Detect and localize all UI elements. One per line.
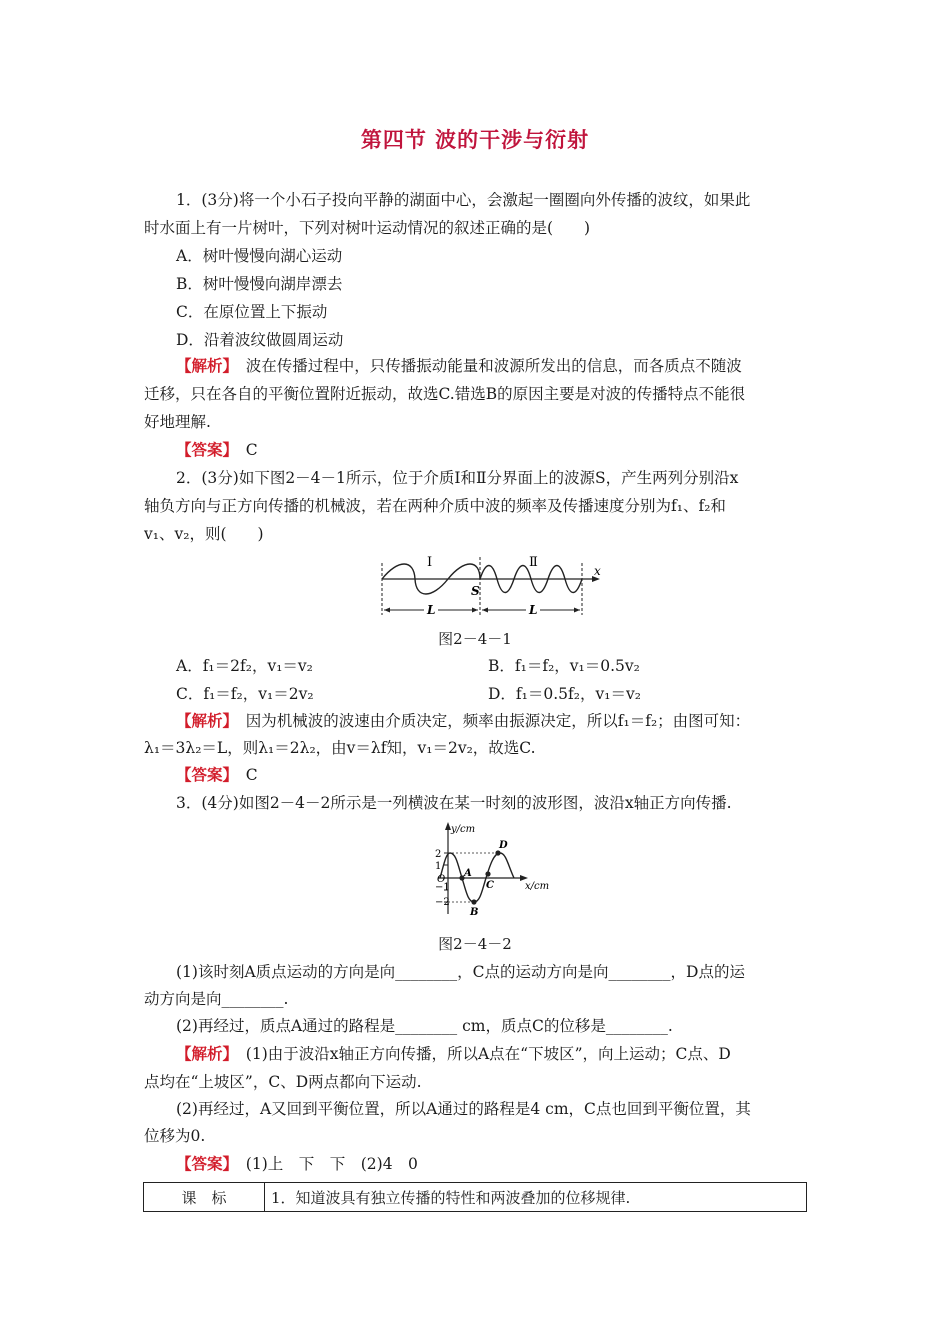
analysis-tag: 【解析】 bbox=[176, 357, 231, 375]
q3-analysis-line3: (2)再经过，A又回到平衡位置，所以A通过的路程是4 cm，C点也回到平衡位置，其 bbox=[176, 1100, 751, 1118]
q1-analysis-line2: 迁移，只在各自的平衡位置附近振动，故选C.错选B的原因主要是对波的传播特点不能很 bbox=[144, 385, 746, 403]
q3-analysis-line4: 位移为0. bbox=[144, 1127, 206, 1145]
q1-option-a: A．树叶慢慢向湖心运动 bbox=[176, 247, 343, 265]
q1-option-c: C．在原位置上下振动 bbox=[176, 303, 328, 321]
q2-option-b: B．f₁＝f₂，v₁＝0.5v₂ bbox=[488, 657, 640, 675]
tick-2: 2 bbox=[435, 849, 442, 860]
q2-option-d: D．f₁＝0.5f₂，v₁＝v₂ bbox=[488, 685, 641, 703]
q2-analysis-line1: 【解析】 因为机械波的波速由介质决定，频率由振源决定，所以f₁＝f₂；由图可知： bbox=[176, 712, 751, 730]
table-cell-label: 课 标 bbox=[144, 1183, 265, 1212]
page-title: 第四节 波的干涉与衍射 bbox=[360, 128, 590, 152]
analysis-tag: 【解析】 bbox=[176, 712, 231, 730]
q1-stem-line1: 1．(3分)将一个小石子投向平静的湖面中心，会激起一圈圈向外传播的波纹，如果此 bbox=[176, 191, 751, 209]
origin-label: O bbox=[437, 874, 446, 885]
q3-sub2: (2)再经过，质点A通过的路程是________ cm，质点C的位移是________. bbox=[176, 1017, 673, 1035]
figure-caption-2-4-2: 图2－4－2 bbox=[438, 935, 512, 953]
q2-stem-line3: v₁、v₂，则( ) bbox=[144, 525, 264, 543]
point-C-label: C bbox=[486, 880, 494, 891]
q1-answer: 【答案】 C bbox=[176, 441, 258, 459]
q3-stem-line1: 3．(4分)如图2－4－2所示是一列横波在某一时刻的波形图，波沿x轴正方向传播. bbox=[176, 794, 732, 812]
point-A-label: A bbox=[464, 868, 472, 879]
q1-option-b: B．树叶慢慢向湖岸漂去 bbox=[176, 275, 343, 293]
q3-sub1-line1: (1)该时刻A质点运动的方向是向________，C点的运动方向是向________，D点的运 bbox=[176, 963, 745, 981]
medium-I-label: Ⅰ bbox=[427, 555, 433, 570]
source-S-label: S bbox=[471, 584, 480, 598]
q1-option-d: D．沿着波纹做圆周运动 bbox=[176, 331, 344, 349]
q2-analysis-line2: λ₁＝3λ₂＝L，则λ₁＝2λ₂，由v＝λf知，v₁＝2v₂，故选C. bbox=[144, 739, 536, 757]
answer-tag: 【答案】 bbox=[176, 441, 231, 459]
q2-stem-line1: 2．(3分)如下图2－4－1所示，位于介质Ⅰ和Ⅱ分界面上的波源S，产生两列分别沿x bbox=[176, 469, 739, 487]
analysis-tag: 【解析】 bbox=[176, 1045, 231, 1063]
q3-analysis-line1: 【解析】 (1)由于波沿x轴正方向传播，所以A点在“下坡区”，向上运动；C点、D bbox=[176, 1045, 731, 1063]
answer-tag: 【答案】 bbox=[176, 1155, 231, 1173]
medium-II-label: Ⅱ bbox=[529, 555, 538, 570]
q3-answer: 【答案】 (1)上 下 下 (2)4 0 bbox=[176, 1155, 418, 1173]
figure-2-4-2 bbox=[420, 820, 560, 920]
table-row bbox=[144, 1183, 807, 1212]
q2-stem-line2: 轴负方向与正方向传播的机械波，若在两种介质中波的频率及传播速度分别为f₁、f₂和 bbox=[144, 497, 726, 515]
curriculum-table bbox=[143, 1182, 807, 1212]
q2-option-c: C．f₁＝f₂，v₁＝2v₂ bbox=[176, 685, 314, 703]
y-axis-label: y/cm bbox=[451, 824, 476, 835]
length-L1-label: L bbox=[427, 603, 436, 617]
x-axis-label: x bbox=[594, 564, 601, 578]
answer-tag: 【答案】 bbox=[176, 766, 231, 784]
figure-caption-2-4-1: 图2－4－1 bbox=[438, 630, 512, 648]
point-D-label: D bbox=[499, 840, 508, 851]
figure-2-4-1 bbox=[372, 551, 606, 623]
q2-answer: 【答案】 C bbox=[176, 766, 258, 784]
q3-sub1-line2: 动方向是向________. bbox=[144, 990, 289, 1008]
x-axis-label: x/cm bbox=[525, 881, 550, 892]
q1-analysis-line3: 好地理解. bbox=[144, 413, 211, 431]
tick-minus-1: −1 bbox=[435, 882, 450, 893]
q1-analysis-line1: 【解析】 波在传播过程中，只传播振动能量和波源所发出的信息，而各质点不随波 bbox=[176, 357, 742, 375]
point-B-label: B bbox=[470, 907, 479, 918]
table-cell-content: 1．知道波具有独立传播的特性和两波叠加的位移规律. bbox=[265, 1183, 807, 1212]
tick-1: 1 bbox=[435, 861, 442, 872]
q1-stem-line2: 时水面上有一片树叶，下列对树叶运动情况的叙述正确的是( ) bbox=[144, 219, 591, 237]
length-L2-label: L bbox=[529, 603, 538, 617]
q2-option-a: A．f₁＝2f₂，v₁＝v₂ bbox=[176, 657, 313, 675]
tick-minus-2: −2 bbox=[435, 897, 450, 908]
q3-analysis-line2: 点均在“上坡区”，C、D两点都向下运动. bbox=[144, 1073, 422, 1091]
